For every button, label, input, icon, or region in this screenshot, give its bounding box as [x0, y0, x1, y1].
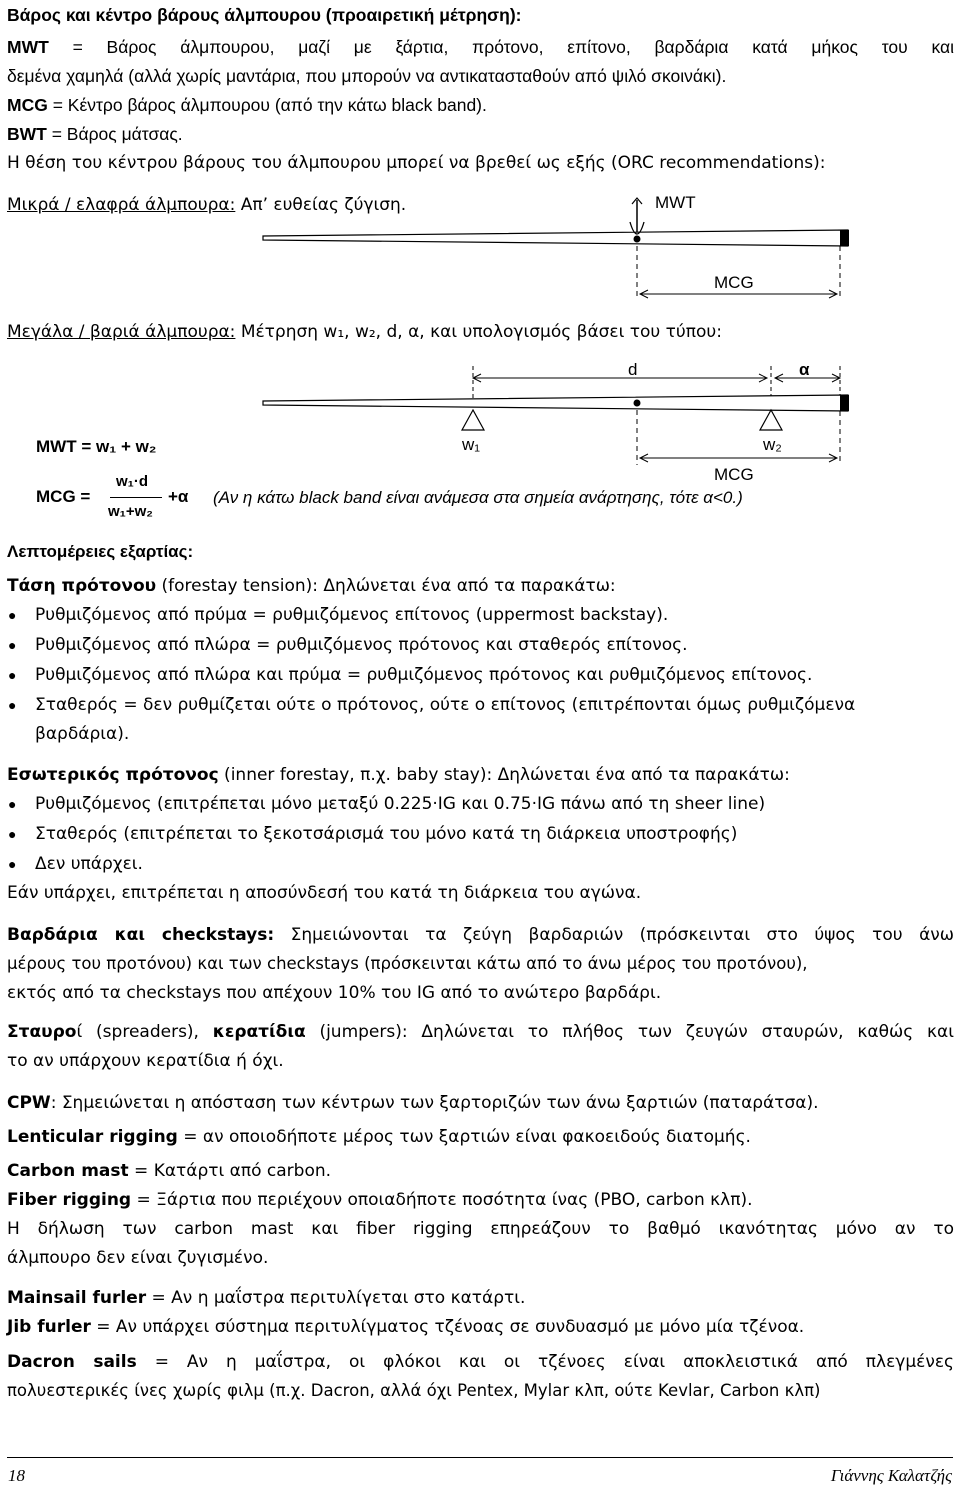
support-w1	[462, 410, 484, 430]
list-item: Σταθερός (επιτρέπεται το ξεκοτσάρισμά του μόνο κατά τη διάρκεια υποστροφής)	[35, 824, 738, 844]
forestay-line: Τάση πρότονου (forestay tension): Δηλώνεται ένα από τα παρακάτω:	[7, 576, 616, 596]
bullet-icon: ●	[8, 637, 17, 653]
inner-forestay-line: Εσωτερικός πρότονος (inner forestay, π.χ. baby stay): Δηλώνεται ένα από τα παρακάτω:	[7, 765, 790, 785]
runners-line-3: εκτός από τα checkstays που απέχουν 10% του IG από το ανώτερο βαρδάρι.	[7, 983, 662, 1003]
spreaders-line-2: το αν υπάρχουν κερατίδια ή όχι.	[7, 1051, 284, 1071]
center-of-gravity-1	[634, 236, 641, 243]
bwt-definition: BWT = Βάρος μάτσας.	[7, 124, 183, 144]
alpha-note: (Αν η κάτω black band είναι ανάμεσα στα σημεία ανάρτησης, τότε α<0.)	[213, 488, 743, 507]
bullet-icon: ●	[8, 697, 17, 713]
mast-diagram-1	[0, 190, 960, 305]
black-band-2	[840, 395, 849, 411]
w1-label: w₁	[462, 435, 481, 454]
carbon-note-line-1: Η δήλωση των carbon mast και fiber rigging επηρεάζουν το βαθμό ικανότητας μόνο αν το	[7, 1219, 954, 1239]
small-masts-line: Μικρά / ελαφρά άλμπουρα: Απ’ ευθείας ζύγιση.	[7, 195, 407, 215]
bullet-icon: ●	[8, 826, 17, 842]
d-label: d	[628, 360, 638, 379]
carbon-mast-line: Carbon mast = Κατάρτι από carbon.	[7, 1161, 332, 1181]
rigging-heading: Λεπτομέρειες εξαρτίας:	[7, 542, 194, 561]
inner-forestay-note: Εάν υπάρχει, επιτρέπεται η αποσύνδεσή του κατά τη διάρκεια του αγώνα.	[7, 883, 642, 903]
mast-outline-2	[263, 395, 848, 411]
runners-line-1: Βαρδάρια και checkstays: Σημειώνονται τα ζεύγη βαρδαριών (πρόσκεινται στο ύψος του άνω	[7, 925, 955, 945]
list-item: Δεν υπάρχει.	[35, 854, 143, 874]
mwt-label-1: MWT	[655, 193, 696, 212]
mast-outline-1	[263, 230, 848, 246]
bullet-icon: ●	[8, 856, 17, 872]
mcg-formula: MCG = w₁·d w₁+w₂ +α	[36, 473, 189, 520]
footer-author: Γιάννης Καλατζής	[830, 1466, 952, 1485]
center-of-gravity-2	[634, 400, 641, 407]
dacron-line-2: πολυεστερικές ίνες χωρίς φιλμ (π.χ. Dacron, αλλά όχι Pentex, Mylar κλπ, ούτε Kevlar, Carbon κλπ)	[7, 1381, 821, 1400]
runners-line-2: μέρους του προτόνου) και των checkstays (πρόσκεινται κάτω από το άνω μέρος του προτόνου),	[7, 954, 808, 973]
section-heading: Βάρος και κέντρο βάρους άλμπουρου (προαιρετική μέτρηση):	[7, 5, 522, 25]
fraction-numerator: w₁·d	[116, 473, 149, 490]
list-item-cont: βαρδάρια).	[35, 724, 130, 744]
fraction-denominator: w₁+w₂	[108, 503, 153, 520]
bullet-icon: ●	[8, 607, 17, 623]
mwt-formula: MWT = w₁ + w₂	[36, 437, 157, 456]
mwt-definition: MWT = Βάρος άλμπουρου, μαζί με ξάρτια, πρότονο, επίτονο, βαρδάρια κατά μήκος του και	[7, 37, 954, 57]
cpw-line: CPW: Σημειώνεται η απόσταση των κέντρων των ξαρτοριζών των άνω ξαρτιών (παταράτσα).	[7, 1093, 819, 1113]
mcg-label-2: MCG	[714, 465, 754, 484]
dacron-line-1: Dacron sails = Αν η μαΐστρα, οι φλόκοι και οι τζένοες είναι αποκλειστικά από πλεγμένες	[7, 1352, 955, 1372]
page-number: 18	[8, 1466, 25, 1485]
bullet-icon: ●	[8, 796, 17, 812]
carbon-note-line-2: άλμπουρο δεν είναι ζυγισμένο.	[7, 1248, 269, 1268]
list-item: Σταθερός = δεν ρυθμίζεται ούτε ο πρότονος, ούτε ο επίτονος (επιτρέπονται όμως ρυθμιζόμενα	[35, 695, 856, 715]
alpha-label: α	[799, 360, 810, 379]
list-item: Ρυθμιζόμενος από πρύμα = ρυθμιζόμενος επίτονος (uppermost backstay).	[35, 605, 669, 625]
w2-label: w₂	[763, 435, 782, 454]
mwt-definition-cont: δεμένα χαμηλά (αλλά χωρίς μαντάρια, που μπορούν να αντικατασταθούν από ψιλό σκοινάκι).	[7, 66, 727, 86]
mainsail-furler-line: Mainsail furler = Αν η μαΐστρα περιτυλίγεται στο κατάρτι.	[7, 1288, 526, 1308]
lenticular-line: Lenticular rigging = αν οποιοδήποτε μέρος των ξαρτιών είναι φακοειδούς διατομής.	[7, 1127, 751, 1147]
orc-line: Η θέση του κέντρου βάρους του άλμπουρου μπορεί να βρεθεί ως εξής (ORC recommendations):	[7, 153, 826, 173]
fraction-bar	[110, 497, 162, 498]
black-band-1	[840, 230, 849, 246]
spreaders-line-1: Σταυροί (spreaders), κερατίδια (jumpers): Δηλώνεται το πλήθος των ζευγών σταυρών, καθώς και	[7, 1022, 955, 1042]
footer-rule	[7, 1457, 953, 1458]
support-w2	[760, 410, 782, 430]
fiber-rigging-line: Fiber rigging = Ξάρτια που περιέχουν οποιαδήποτε ποσότητα ίνας (PBO, carbon κλπ).	[7, 1190, 753, 1210]
bullet-icon: ●	[8, 667, 17, 683]
list-item: Ρυθμιζόμενος από πλώρα και πρύμα = ρυθμιζόμενος πρότονος και ρυθμιζόμενος επίτονος.	[35, 665, 813, 685]
list-item: Ρυθμιζόμενος από πλώρα = ρυθμιζόμενος πρότονος και σταθερός επίτονος.	[35, 635, 688, 655]
jib-furler-line: Jib furler = Αν υπάρχει σύστημα περιτυλίγματος τζένοας σε συνδυασμό με μόνο μία τζένοα.	[7, 1317, 805, 1337]
list-item: Ρυθμιζόμενος (επιτρέπεται μόνο μεταξύ 0.225·IG και 0.75·IG πάνω από τη sheer line)	[35, 794, 766, 814]
large-masts-line: Μεγάλα / βαριά άλμπουρα: Μέτρηση w₁, w₂, d, α, και υπολογισμός βάσει του τύπου:	[7, 322, 722, 342]
mcg-definition: MCG = Κέντρο βάρος άλμπουρου (από την κάτω black band).	[7, 95, 487, 115]
mast-diagram-2	[0, 350, 960, 485]
mcg-label-1: MCG	[714, 273, 754, 292]
